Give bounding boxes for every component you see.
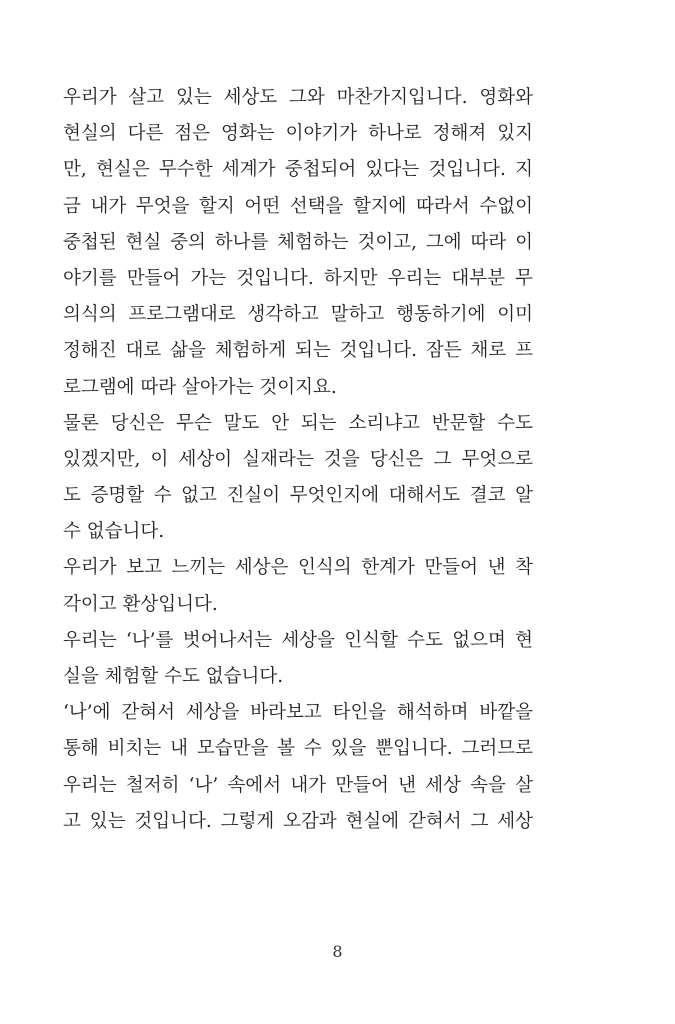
text-line: 각이고 환상입니다.: [63, 593, 218, 615]
text-line: 중첩된 현실 중의 하나를 체험하는 것이고, 그에 따라 이: [63, 231, 533, 253]
text-line: 의식의 프로그램대로 생각하고 말하고 행동하기에 이미: [63, 304, 533, 326]
text-line: 있겠지만, 이 세상이 실재라는 것을 당신은 그 무엇으로: [63, 448, 533, 470]
text-line: 만, 현실은 무수한 세계가 중첩되어 있다는 것입니다. 지: [63, 159, 533, 181]
text-line: 로그램에 따라 살아가는 것이지요.: [63, 376, 337, 398]
text-line: 정해진 대로 삶을 체험하게 되는 것입니다. 잠든 채로 프: [63, 340, 533, 362]
text-line: 수 없습니다.: [63, 521, 165, 543]
body-text: [63, 80, 533, 840]
text-line: 도 증명할 수 없고 진실이 무엇인지에 대해서도 결코 알: [63, 485, 533, 507]
page-number: 8: [332, 942, 343, 961]
text-line: 고 있는 것입니다. 그렇게 오감과 현실에 갇혀서 그 세상: [63, 810, 533, 832]
text-line: 우리가 보고 느끼는 세상은 인식의 한계가 만들어 낸 착: [63, 557, 533, 579]
text-line: ‘나’에 갇혀서 세상을 바라보고 타인을 해석하며 바깥을: [63, 702, 533, 724]
text-line: 통해 비치는 내 모습만을 볼 수 있을 뿐입니다. 그러므로: [63, 738, 533, 760]
text-line: 우리는 철저히 ‘나’ 속에서 내가 만들어 낸 세상 속을 살: [63, 774, 533, 796]
text-line: 야기를 만들어 가는 것입니다. 하지만 우리는 대부분 무: [63, 267, 533, 289]
text-line: 우리가 살고 있는 세상도 그와 마찬가지입니다. 영화와: [63, 87, 533, 108]
text-line: 실을 체험할 수도 없습니다.: [63, 666, 284, 687]
text-line: 금 내가 무엇을 할지 어떤 선택을 할지에 따라서 수없이: [63, 195, 533, 217]
text-line: 물론 당신은 무슨 말도 안 되는 소리냐고 반문할 수도: [63, 412, 533, 434]
text-line: 우리는 ‘나’를 벗어나서는 세상을 인식할 수도 없으며 현: [63, 629, 533, 651]
text-line: 현실의 다른 점은 영화는 이야기가 하나로 정해져 있지: [63, 123, 533, 145]
